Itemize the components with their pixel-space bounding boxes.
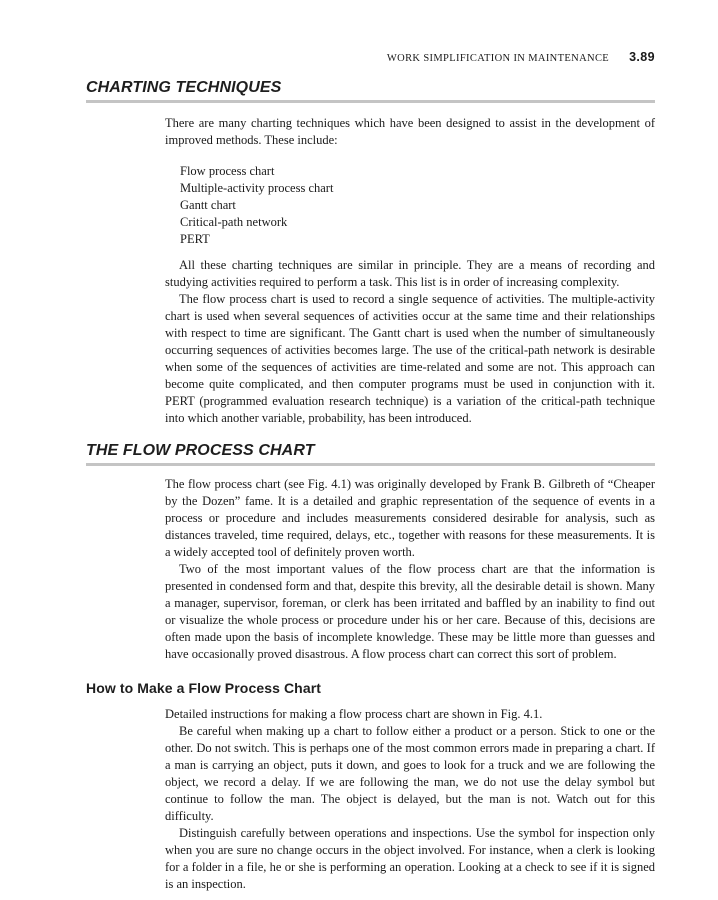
list-item: Multiple-activity process chart (180, 181, 334, 195)
section-heading-charting-techniques: CHARTING TECHNIQUES (86, 79, 282, 96)
list-item: Flow process chart (180, 164, 275, 178)
paragraph: All these charting techniques are similar in principle. They are a means of recording and studying activities required to perform a task. This list is in order of increasing complexity. (165, 258, 655, 289)
section-heading-flow-process-chart: THE FLOW PROCESS CHART (86, 442, 315, 459)
paragraph: Two of the most important values of the flow process chart are that the information is presented in condensed form and that, despite this brevity, all the desirable detail is shown. Many a manager, supervisor, foreman, or clerk has been irritated and baffled by an inability to find out or visualize the whole process or procedure under his or her care. Because of this, decisions are often made upon the basis of incomplete knowledge. These may be little more than guesses and have occasionally proved disastrous. A flow process chart can correct this sort of problem. (165, 562, 655, 661)
heading-rule (86, 463, 655, 466)
subsection-heading-how-to-make: How to Make a Flow Process Chart (86, 680, 322, 696)
technique-list (180, 163, 655, 248)
paragraph: Be careful when making up a chart to follow either a product or a person. Stick to one or the other. Do not switch. This is perhaps one of the most common errors made in preparing a chart. If a man is carrying an object, puts it down, and goes to look for a truck and we are following the object, we record a delay. If we are following the man, we do not use the delay symbol but continue to follow the man. The object is delayed, but the man is not. Watch out for this difficulty. (165, 724, 655, 823)
paragraph: There are many charting techniques which have been designed to assist in the development of improved methods. These include: (165, 116, 655, 147)
section-body (165, 476, 655, 663)
paragraph: The flow process chart is used to record a single sequence of activities. The multiple-activity chart is used when several sequences of activities occur at the same time and their relationships with respect to time are significant. The Gantt chart is used when the number of simultaneously occurring sequences of activities becomes large. The use of the critical-path network is desirable when some of the sequences of activities are time-related and some are not. This approach can become quite complicated, and then computer programs must be used in conjunction with it. PERT (programmed evaluation research technique) is a variation of the critical-path technique into which another variable, probability, has been introduced. (165, 292, 655, 425)
list-item: Critical-path network (180, 215, 288, 229)
paragraph: Detailed instructions for making a flow process chart are shown in Fig. 4.1. (165, 707, 543, 721)
list-item: Gantt chart (180, 198, 236, 212)
running-head (86, 51, 655, 65)
heading-rule (86, 100, 655, 103)
paragraph: The flow process chart (see Fig. 4.1) was originally developed by Frank B. Gilbreth of “Cheaper by the Dozen” fame. It is a detailed and graphic representation of the sequence of events in a process or procedure and includes measurements considered desirable for analysis, such as distances traveled, time required, delays, etc., together with reasons for these measurements. It is a widely accepted tool of definitely proven worth. (165, 477, 655, 559)
subsection-how-to-make (86, 681, 655, 893)
section-flow-process-chart (86, 443, 655, 663)
running-title: WORK SIMPLIFICATION IN MAINTENANCE (386, 53, 610, 64)
section-body (165, 706, 655, 893)
section-body (165, 115, 655, 427)
paragraph: Distinguish carefully between operations and inspections. Use the symbol for inspection only when you are sure no change occurs in the object involved. For instance, when a clerk is looking for a folder in a file, he or she is performing an operation. Looking at a check to see if it is signed is an inspection. (165, 826, 655, 891)
list-item: PERT (180, 232, 210, 246)
page-number: 3.89 (629, 50, 655, 64)
section-charting-techniques (86, 80, 655, 427)
